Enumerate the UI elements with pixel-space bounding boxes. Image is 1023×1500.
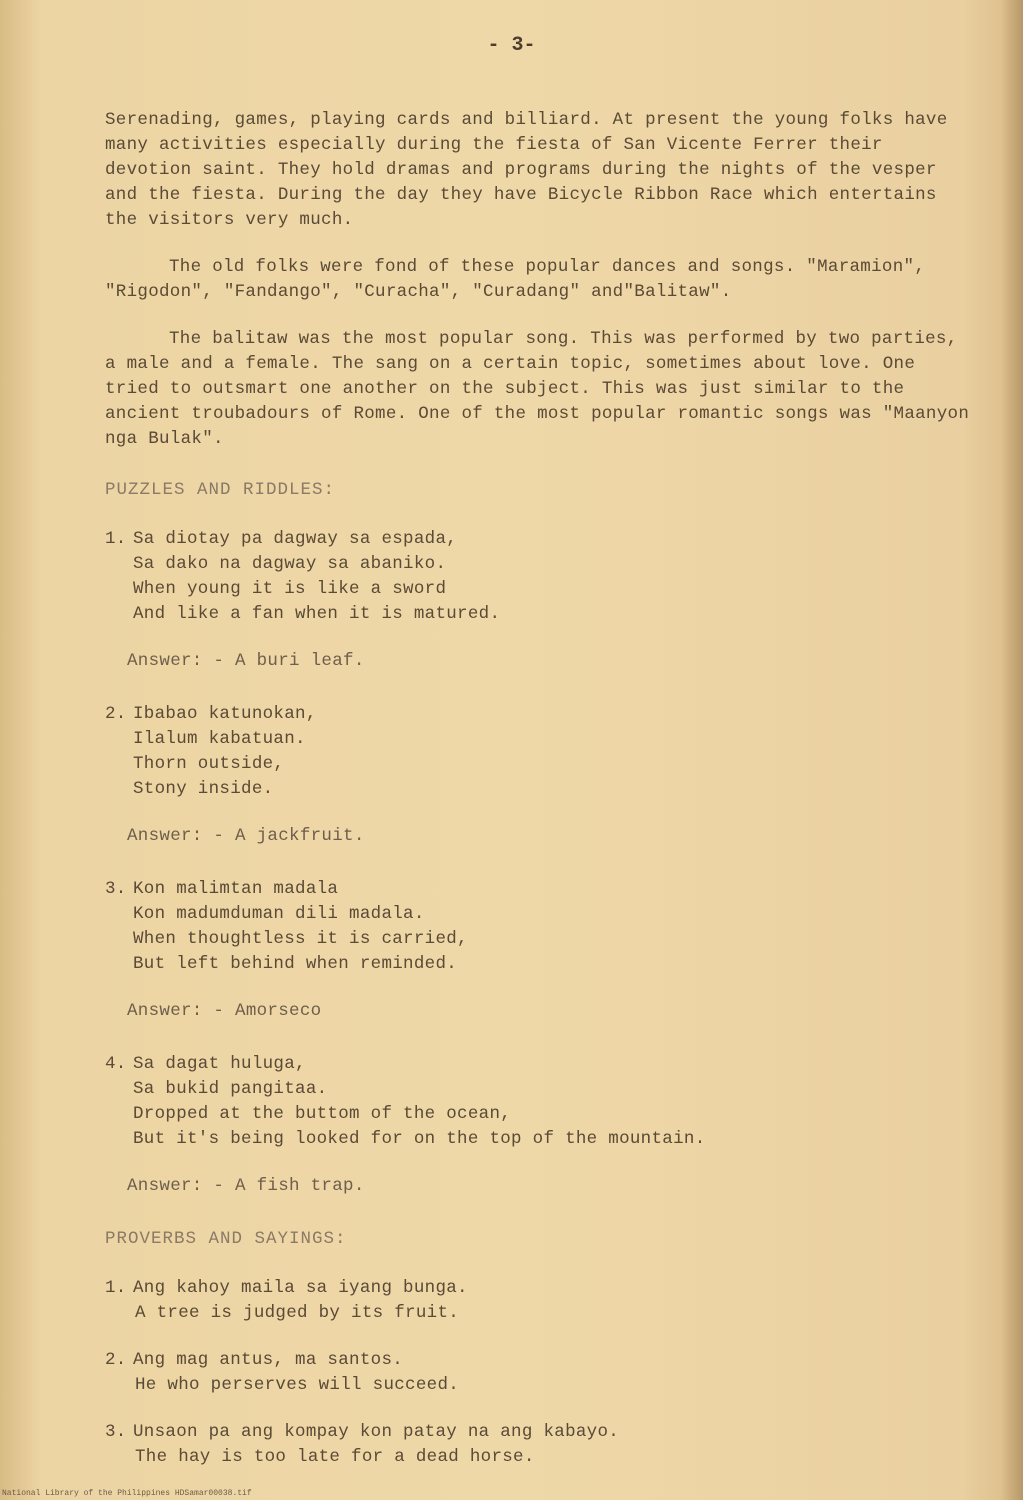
riddle-line: Kon madumduman dili madala. xyxy=(133,904,425,924)
riddle-answer: Answer: - A buri leaf. xyxy=(127,651,365,671)
riddle-item xyxy=(105,702,975,802)
riddle-line: Ilalum kabatuan. xyxy=(133,729,306,749)
riddle-answer: Answer: - A fish trap. xyxy=(127,1176,365,1196)
riddle-line: Kon malimtan madala xyxy=(133,879,339,899)
page-edge-shadow xyxy=(1001,0,1023,1500)
paragraph-dances-songs: The old folks were fond of these popular dances and songs. "Maramion", "Rigodon", "Fandango", "Curacha", "Curadang" and"Balitaw". xyxy=(105,257,926,302)
proverb-item xyxy=(105,1276,975,1326)
riddle-line: Sa bukid pangitaa. xyxy=(133,1079,328,1099)
riddle-line: Sa dako na dagway sa abaniko. xyxy=(133,554,447,574)
proverb-line: Ang mag antus, ma santos. xyxy=(133,1350,404,1370)
document-body xyxy=(105,108,975,1492)
riddle-number: 2. xyxy=(105,704,127,724)
riddle-line: Stony inside. xyxy=(133,779,274,799)
proverb-number: 2. xyxy=(105,1350,127,1370)
proverb-translation: He who perserves will succeed. xyxy=(135,1375,460,1395)
riddle-line: Sa dagat huluga, xyxy=(133,1054,306,1074)
riddle-number: 3. xyxy=(105,879,127,899)
riddle-line: Thorn outside, xyxy=(133,754,285,774)
riddle-line: When young it is like a sword xyxy=(133,579,447,599)
riddle-answer: Answer: - A jackfruit. xyxy=(127,826,365,846)
riddle-item xyxy=(105,1052,975,1152)
proverbs-heading: PROVERBS AND SAYINGS: xyxy=(105,1229,347,1249)
proverb-translation: The hay is too late for a dead horse. xyxy=(135,1447,535,1467)
puzzles-heading: PUZZLES AND RIDDLES: xyxy=(105,480,336,500)
riddle-number: 4. xyxy=(105,1054,127,1074)
proverb-number: 3. xyxy=(105,1422,127,1442)
riddle-line: Sa diotay pa dagway sa espada, xyxy=(133,529,458,549)
archive-footer-stamp: National Library of the Philippines HDSamar00038.tif xyxy=(2,1489,252,1498)
page-number: - 3- xyxy=(487,34,536,57)
riddle-item xyxy=(105,527,975,627)
proverb-item xyxy=(105,1420,975,1470)
paragraph-balitaw: The balitaw was the most popular song. This was performed by two parties, a male and a female. The sang on a certain topic, sometimes about love. One tried to outsmart one another on the subject. This was just similar to the ancient troubadours of Rome. One of the most popular romantic songs was "Maanyon nga Bulak". xyxy=(105,329,970,449)
proverb-number: 1. xyxy=(105,1278,127,1298)
proverb-item xyxy=(105,1348,975,1398)
riddle-line: Ibabao katunokan, xyxy=(133,704,317,724)
riddle-answer: Answer: - Amorseco xyxy=(127,1001,322,1021)
proverb-translation: A tree is judged by its fruit. xyxy=(135,1303,460,1323)
riddle-line: When thoughtless it is carried, xyxy=(133,929,468,949)
paragraph-activities: Serenading, games, playing cards and billiard. At present the young folks have many activities especially during the fiesta of San Vicente Ferrer their devotion saint. They hold dramas and programs during the nights of the vesper and the fiesta. During the day they have Bicycle Ribbon Race which entertains the visitors very much. xyxy=(105,110,948,230)
proverb-line: Ang kahoy maila sa iyang bunga. xyxy=(133,1278,468,1298)
riddle-number: 1. xyxy=(105,529,127,549)
riddle-line: But left behind when reminded. xyxy=(133,954,458,974)
riddle-item xyxy=(105,877,975,977)
proverb-line: Unsaon pa ang kompay kon patay na ang kabayo. xyxy=(133,1422,620,1442)
riddle-line: And like a fan when it is matured. xyxy=(133,604,501,624)
riddle-line: Dropped at the buttom of the ocean, xyxy=(133,1104,512,1124)
riddle-line: But it's being looked for on the top of the mountain. xyxy=(133,1129,706,1149)
